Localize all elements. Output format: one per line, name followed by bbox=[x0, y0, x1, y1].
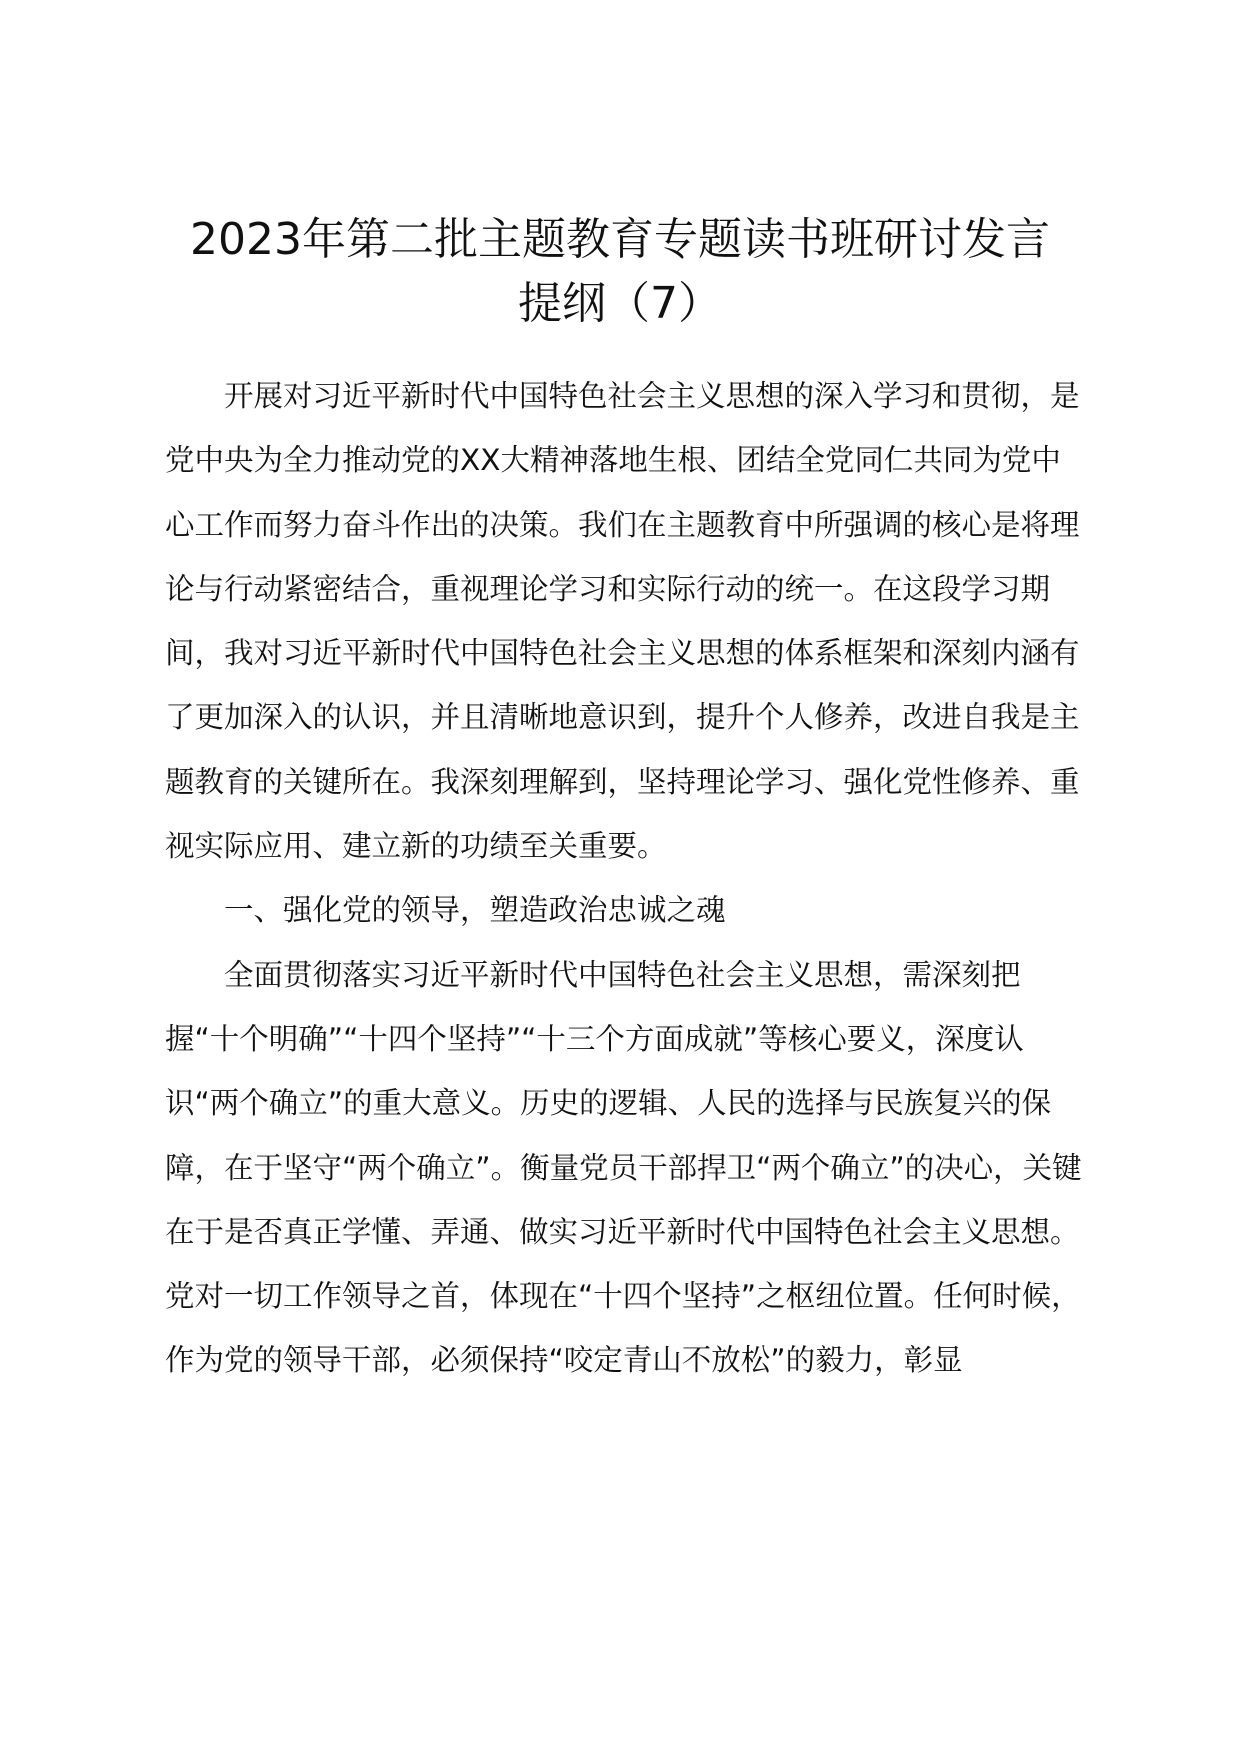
intro-paragraph: 开展对习近平新时代中国特色社会主义思想的深入学习和贯彻，是党中央为全力推动党的XX大精神落地生根、团结全党同仁共同为党中心工作而努力奋斗作出的决策。我们在主题教育中所强调的核心是将理论与行动紧密结合，重视理论学习和实际行动的统一。在这段学习期间，我对习近平新时代中国特色社会主义思想的体系框架和深刻内涵有了更加深入的认识，并且清晰地意识到，提升个人修养，改进自我是主题教育的关键所在。我深刻理解到，坚持理论学习、强化党性修养、重视实际应用、建立新的功绩至关重要。 bbox=[165, 379, 1080, 864]
title-line-2: 提纲（7） bbox=[518, 278, 722, 329]
section-1-paragraph: 全面贯彻落实习近平新时代中国特色社会主义思想，需深刻把握“十个明确”“十四个坚持”“十三个方面成就”等核心要义，深度认识“两个确立”的重大意义。历史的逻辑、人民的选择与民族复兴的保障，在于坚守“两个确立”。衡量党员干部捍卫“两个确立”的决心，关键在于是否真正学懂、弄通、做实习近平新时代中国特色社会主义思想。党对一切工作领导之首，体现在“十四个坚持”之枢纽位置。任何时候，作为党的领导干部，必须保持“咬定青山不放松”的毅力，彰显 bbox=[165, 957, 1082, 1378]
section-heading-1: 一、强化党的领导，塑造政治忠诚之魂 bbox=[224, 893, 726, 928]
title-line-1: 2023年第二批主题教育专题读书班研讨发言 bbox=[190, 214, 1050, 265]
document-title bbox=[150, 208, 1090, 336]
document-body bbox=[165, 364, 1085, 1393]
